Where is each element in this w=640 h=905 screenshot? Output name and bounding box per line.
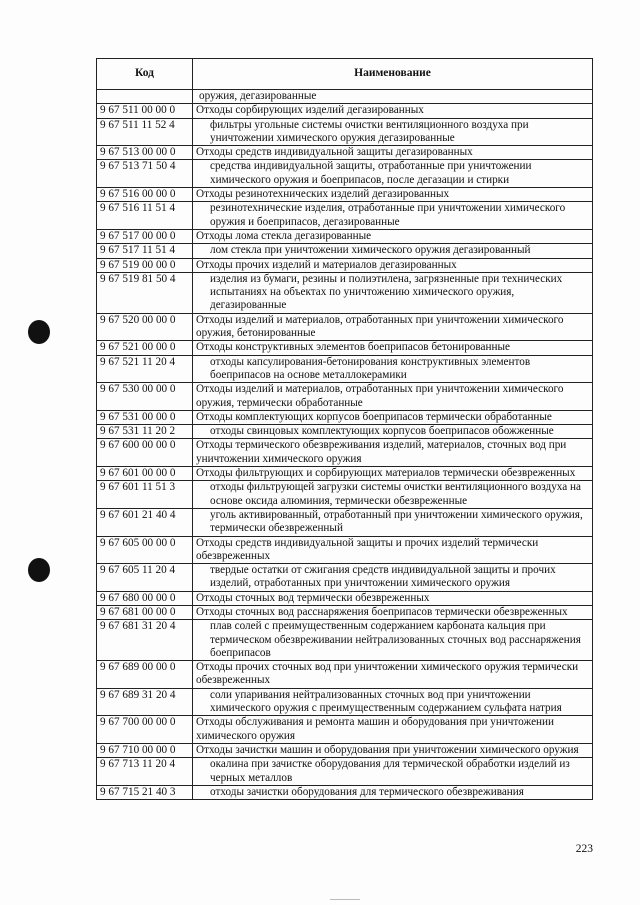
waste-name-cell: Отходы прочих сточных вод при уничтожении химического оружия термически обезвреженных [193,661,593,689]
waste-code-cell: 9 67 681 00 00 0 [97,605,193,619]
waste-code-cell: 9 67 713 11 20 4 [97,758,193,786]
table-row [97,758,593,786]
table-row [97,258,593,272]
waste-name-cell: Отходы средств индивидуальной защиты и прочих изделий термически обезвреженных [193,536,593,564]
waste-name-cell: Отходы прочих изделий и материалов дегазированных [193,258,593,272]
waste-code-cell: 9 67 689 00 00 0 [97,661,193,689]
waste-code-cell: 9 67 521 11 20 4 [97,355,193,383]
table-row [97,160,593,188]
waste-name-cell: уголь активированный, отработанный при уничтожении химического оружия, термически обезвреженный [193,508,593,536]
waste-name-cell: Отходы сорбирующих изделий дегазированных [193,104,593,118]
waste-name-cell: изделия из бумаги, резины и полиэтилена, загрязненные при технических испытаниях на объектах по уничтожению химического оружия, дегазированные [193,272,593,313]
waste-code-cell: 9 67 710 00 00 0 [97,743,193,757]
waste-code-cell: 9 67 530 00 00 0 [97,383,193,411]
waste-code-cell: 9 67 689 31 20 4 [97,688,193,716]
table-row [97,536,593,564]
table-row [97,244,593,258]
waste-name-cell: Отходы средств индивидуальной защиты дегазированных [193,146,593,160]
waste-name-cell: Отходы зачистки машин и оборудования при уничтожении химического оружия [193,743,593,757]
waste-code-cell: 9 67 516 11 51 4 [97,202,193,230]
table-row [97,591,593,605]
punch-hole-mark [28,558,50,582]
table-row [97,188,593,202]
waste-code-cell: 9 67 681 31 20 4 [97,620,193,661]
table-row [97,90,593,104]
waste-name-cell: отходы капсулирования-бетонирования конструктивных элементов боеприпасов на основе металлокерамики [193,355,593,383]
table-row [97,688,593,716]
waste-catalog-table [96,58,593,800]
waste-name-cell: окалина при зачистке оборудования для термической обработки изделий из черных металлов [193,758,593,786]
waste-name-cell: средства индивидуальной защиты, отработанные при уничтожении химического оружия и боеприпасов, после дегазации и стирки [193,160,593,188]
waste-name-cell: Отходы лома стекла дегазированные [193,229,593,243]
table-row [97,272,593,313]
waste-code-cell: 9 67 700 00 00 0 [97,716,193,744]
waste-name-cell: твердые остатки от сжигания средств индивидуальной защиты и прочих изделий, отработанных при уничтожении химического оружия [193,564,593,592]
waste-name-cell: Отходы изделий и материалов, отработанных при уничтожении химического оружия, бетонированные [193,313,593,341]
waste-code-cell: 9 67 519 00 00 0 [97,258,193,272]
waste-name-cell: соли упаривания нейтрализованных сточных вод при уничтожении химического оружия с преимущественным содержанием сульфата натрия [193,688,593,716]
scan-artifact [330,899,360,900]
table-row [97,146,593,160]
table-row [97,439,593,467]
waste-name-cell: Отходы комплектующих корпусов боеприпасов термически обработанные [193,410,593,424]
table-row [97,564,593,592]
table-row [97,202,593,230]
table-row [97,341,593,355]
table-row [97,743,593,757]
table-row [97,410,593,424]
table-row [97,716,593,744]
waste-name-cell: лом стекла при уничтожении химического оружия дегазированный [193,244,593,258]
waste-code-cell: 9 67 511 00 00 0 [97,104,193,118]
table-row [97,605,593,619]
waste-code-cell: 9 67 517 00 00 0 [97,229,193,243]
waste-code-cell: 9 67 516 00 00 0 [97,188,193,202]
table-row [97,118,593,146]
code-column-header: Код [97,59,193,90]
table-row [97,425,593,439]
waste-code-cell: 9 67 715 21 40 3 [97,785,193,799]
waste-name-cell: плав солей с преимущественным содержанием карбоната кальция при термическом обезвреживании нейтрализованных сточных вод расснаряжения боеприпасов [193,620,593,661]
waste-code-cell: 9 67 531 11 20 2 [97,425,193,439]
waste-name-cell: фильтры угольные системы очистки вентиляционного воздуха при уничтожении химического оружия дегазированные [193,118,593,146]
waste-name-cell: Отходы обслуживания и ремонта машин и оборудования при уничтожении химического оружия [193,716,593,744]
table-row [97,313,593,341]
page-number: 223 [575,843,593,855]
waste-name-cell: Отходы сточных вод расснаряжения боеприпасов термически обезвреженных [193,605,593,619]
waste-code-cell: 9 67 517 11 51 4 [97,244,193,258]
waste-code-cell: 9 67 601 21 40 4 [97,508,193,536]
waste-name-cell: Отходы фильтрующих и сорбирующих материалов термически обезвреженных [193,467,593,481]
waste-name-cell: Отходы резинотехнических изделий дегазированных [193,188,593,202]
waste-code-cell: 9 67 531 00 00 0 [97,410,193,424]
table-row [97,467,593,481]
waste-code-cell: 9 67 520 00 00 0 [97,313,193,341]
table-row [97,355,593,383]
waste-name-cell: Отходы изделий и материалов, отработанных при уничтожении химического оружия, термически обработанные [193,383,593,411]
table-row [97,620,593,661]
waste-code-cell: 9 67 513 71 50 4 [97,160,193,188]
table-row [97,481,593,509]
waste-code-cell: 9 67 519 81 50 4 [97,272,193,313]
waste-code-cell: 9 67 605 11 20 4 [97,564,193,592]
waste-name-cell: отходы свинцовых комплектующих корпусов боеприпасов обожженные [193,425,593,439]
waste-code-cell: 9 67 605 00 00 0 [97,536,193,564]
waste-name-cell: отходы фильтрующей загрузки системы очистки вентиляционного воздуха на основе оксида алюминия, термически обезвреженные [193,481,593,509]
table-header-row [97,59,593,90]
table-row [97,661,593,689]
waste-name-cell: резинотехнические изделия, отработанные при уничтожении химического оружия и боеприпасов, дегазированные [193,202,593,230]
waste-code-cell: 9 67 601 00 00 0 [97,467,193,481]
waste-name-cell: отходы зачистки оборудования для термического обезвреживания [193,785,593,799]
waste-code-cell: 9 67 601 11 51 3 [97,481,193,509]
table-row [97,104,593,118]
table-row [97,383,593,411]
waste-code-cell: 9 67 521 00 00 0 [97,341,193,355]
table-row [97,785,593,799]
waste-code-cell: 9 67 600 00 00 0 [97,439,193,467]
table-row [97,508,593,536]
waste-code-cell [97,90,193,104]
table-row [97,229,593,243]
waste-name-cell: Отходы конструктивных элементов боеприпасов бетонированные [193,341,593,355]
waste-code-cell: 9 67 680 00 00 0 [97,591,193,605]
table-body [97,90,593,800]
waste-code-cell: 9 67 511 11 52 4 [97,118,193,146]
waste-name-cell: Отходы сточных вод термически обезвреженных [193,591,593,605]
waste-code-cell: 9 67 513 00 00 0 [97,146,193,160]
waste-name-cell: оружия, дегазированные [193,90,593,104]
waste-name-cell: Отходы термического обезвреживания изделий, материалов, сточных вод при уничтожении химического оружия [193,439,593,467]
punch-hole-mark [28,320,50,344]
name-column-header: Наименование [193,59,593,90]
